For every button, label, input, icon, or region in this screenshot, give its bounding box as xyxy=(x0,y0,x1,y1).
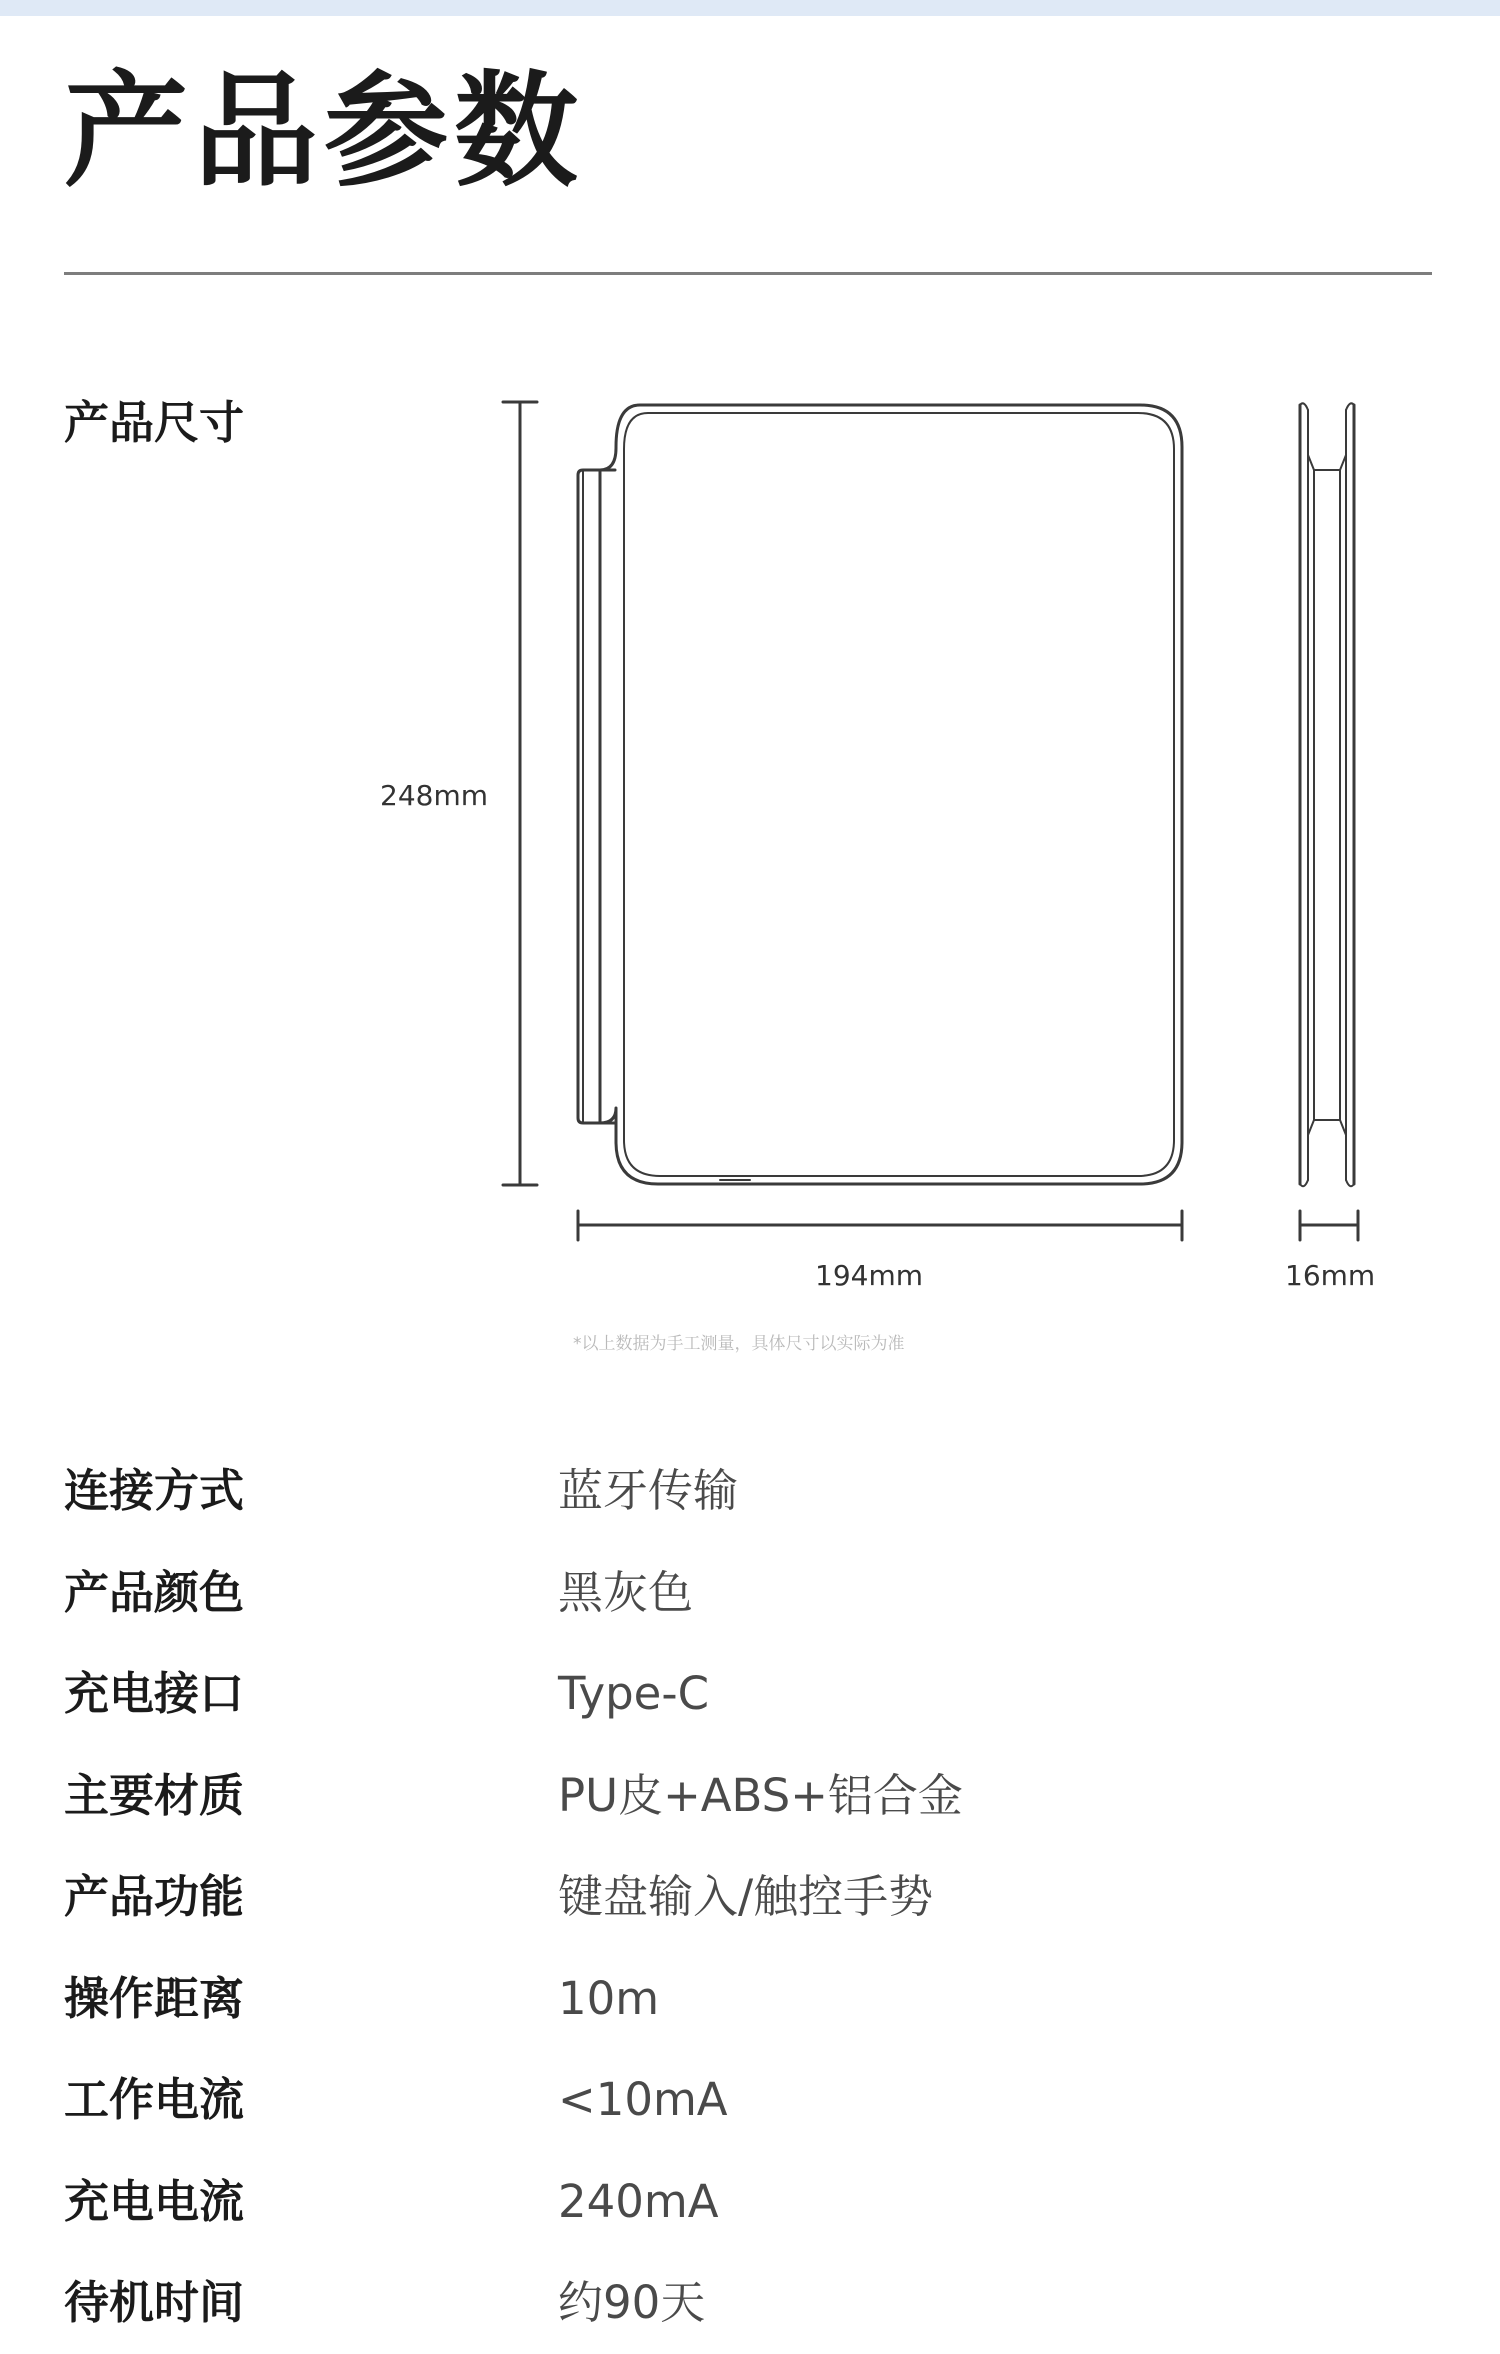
height-dimension-label: 248mm xyxy=(380,779,488,812)
spec-value: 蓝牙传输 xyxy=(558,1464,739,1518)
spec-value: Type-C xyxy=(558,1667,710,1721)
height-dimension-line xyxy=(503,402,537,1185)
case-front-view xyxy=(578,405,1182,1184)
depth-dimension-label: 16mm xyxy=(1285,1259,1376,1292)
spec-row-charging-port xyxy=(64,1643,1444,1745)
spec-value: 键盘输入/触控手势 xyxy=(558,1870,934,1924)
width-dimension-label: 194mm xyxy=(815,1259,923,1292)
spec-table xyxy=(64,1440,1444,2354)
spec-value: 黑灰色 xyxy=(558,1565,694,1619)
case-side-view xyxy=(1300,403,1354,1186)
spec-label: 工作电流 xyxy=(64,2073,245,2127)
spec-row-color xyxy=(64,1542,1444,1644)
spec-label: 主要材质 xyxy=(64,1768,245,1822)
spec-label: 产品颜色 xyxy=(64,1565,245,1619)
spec-label: 待机时间 xyxy=(64,2276,245,2330)
spec-value: PU皮+ABS+铝合金 xyxy=(558,1768,963,1822)
spec-label: 产品功能 xyxy=(64,1870,245,1924)
spec-label: 充电电流 xyxy=(64,2174,245,2228)
spec-row-connection xyxy=(64,1440,1444,1542)
spec-label: 操作距离 xyxy=(64,1971,245,2025)
depth-dimension-line xyxy=(1300,1211,1358,1240)
measurement-note: *以上数据为手工测量，具体尺寸以实际为准 xyxy=(573,1334,905,1354)
page-title: 产品参数 xyxy=(64,60,585,204)
size-section-label: 产品尺寸 xyxy=(64,396,245,449)
spec-label: 连接方式 xyxy=(64,1464,245,1518)
spec-row-standby xyxy=(64,2252,1444,2354)
spec-row-function xyxy=(64,1846,1444,1948)
spec-row-charging-current xyxy=(64,2151,1444,2253)
spec-row-working-current xyxy=(64,2049,1444,2151)
spec-label: 充电接口 xyxy=(64,1667,245,1721)
spec-row-range xyxy=(64,1948,1444,2050)
width-dimension-line xyxy=(578,1211,1182,1240)
spec-row-material xyxy=(64,1745,1444,1847)
spec-value: 240mA xyxy=(558,2174,719,2228)
spec-value: 约90天 xyxy=(558,2276,706,2330)
spec-value: <10mA xyxy=(558,2073,728,2127)
spec-value: 10m xyxy=(558,1971,660,2025)
